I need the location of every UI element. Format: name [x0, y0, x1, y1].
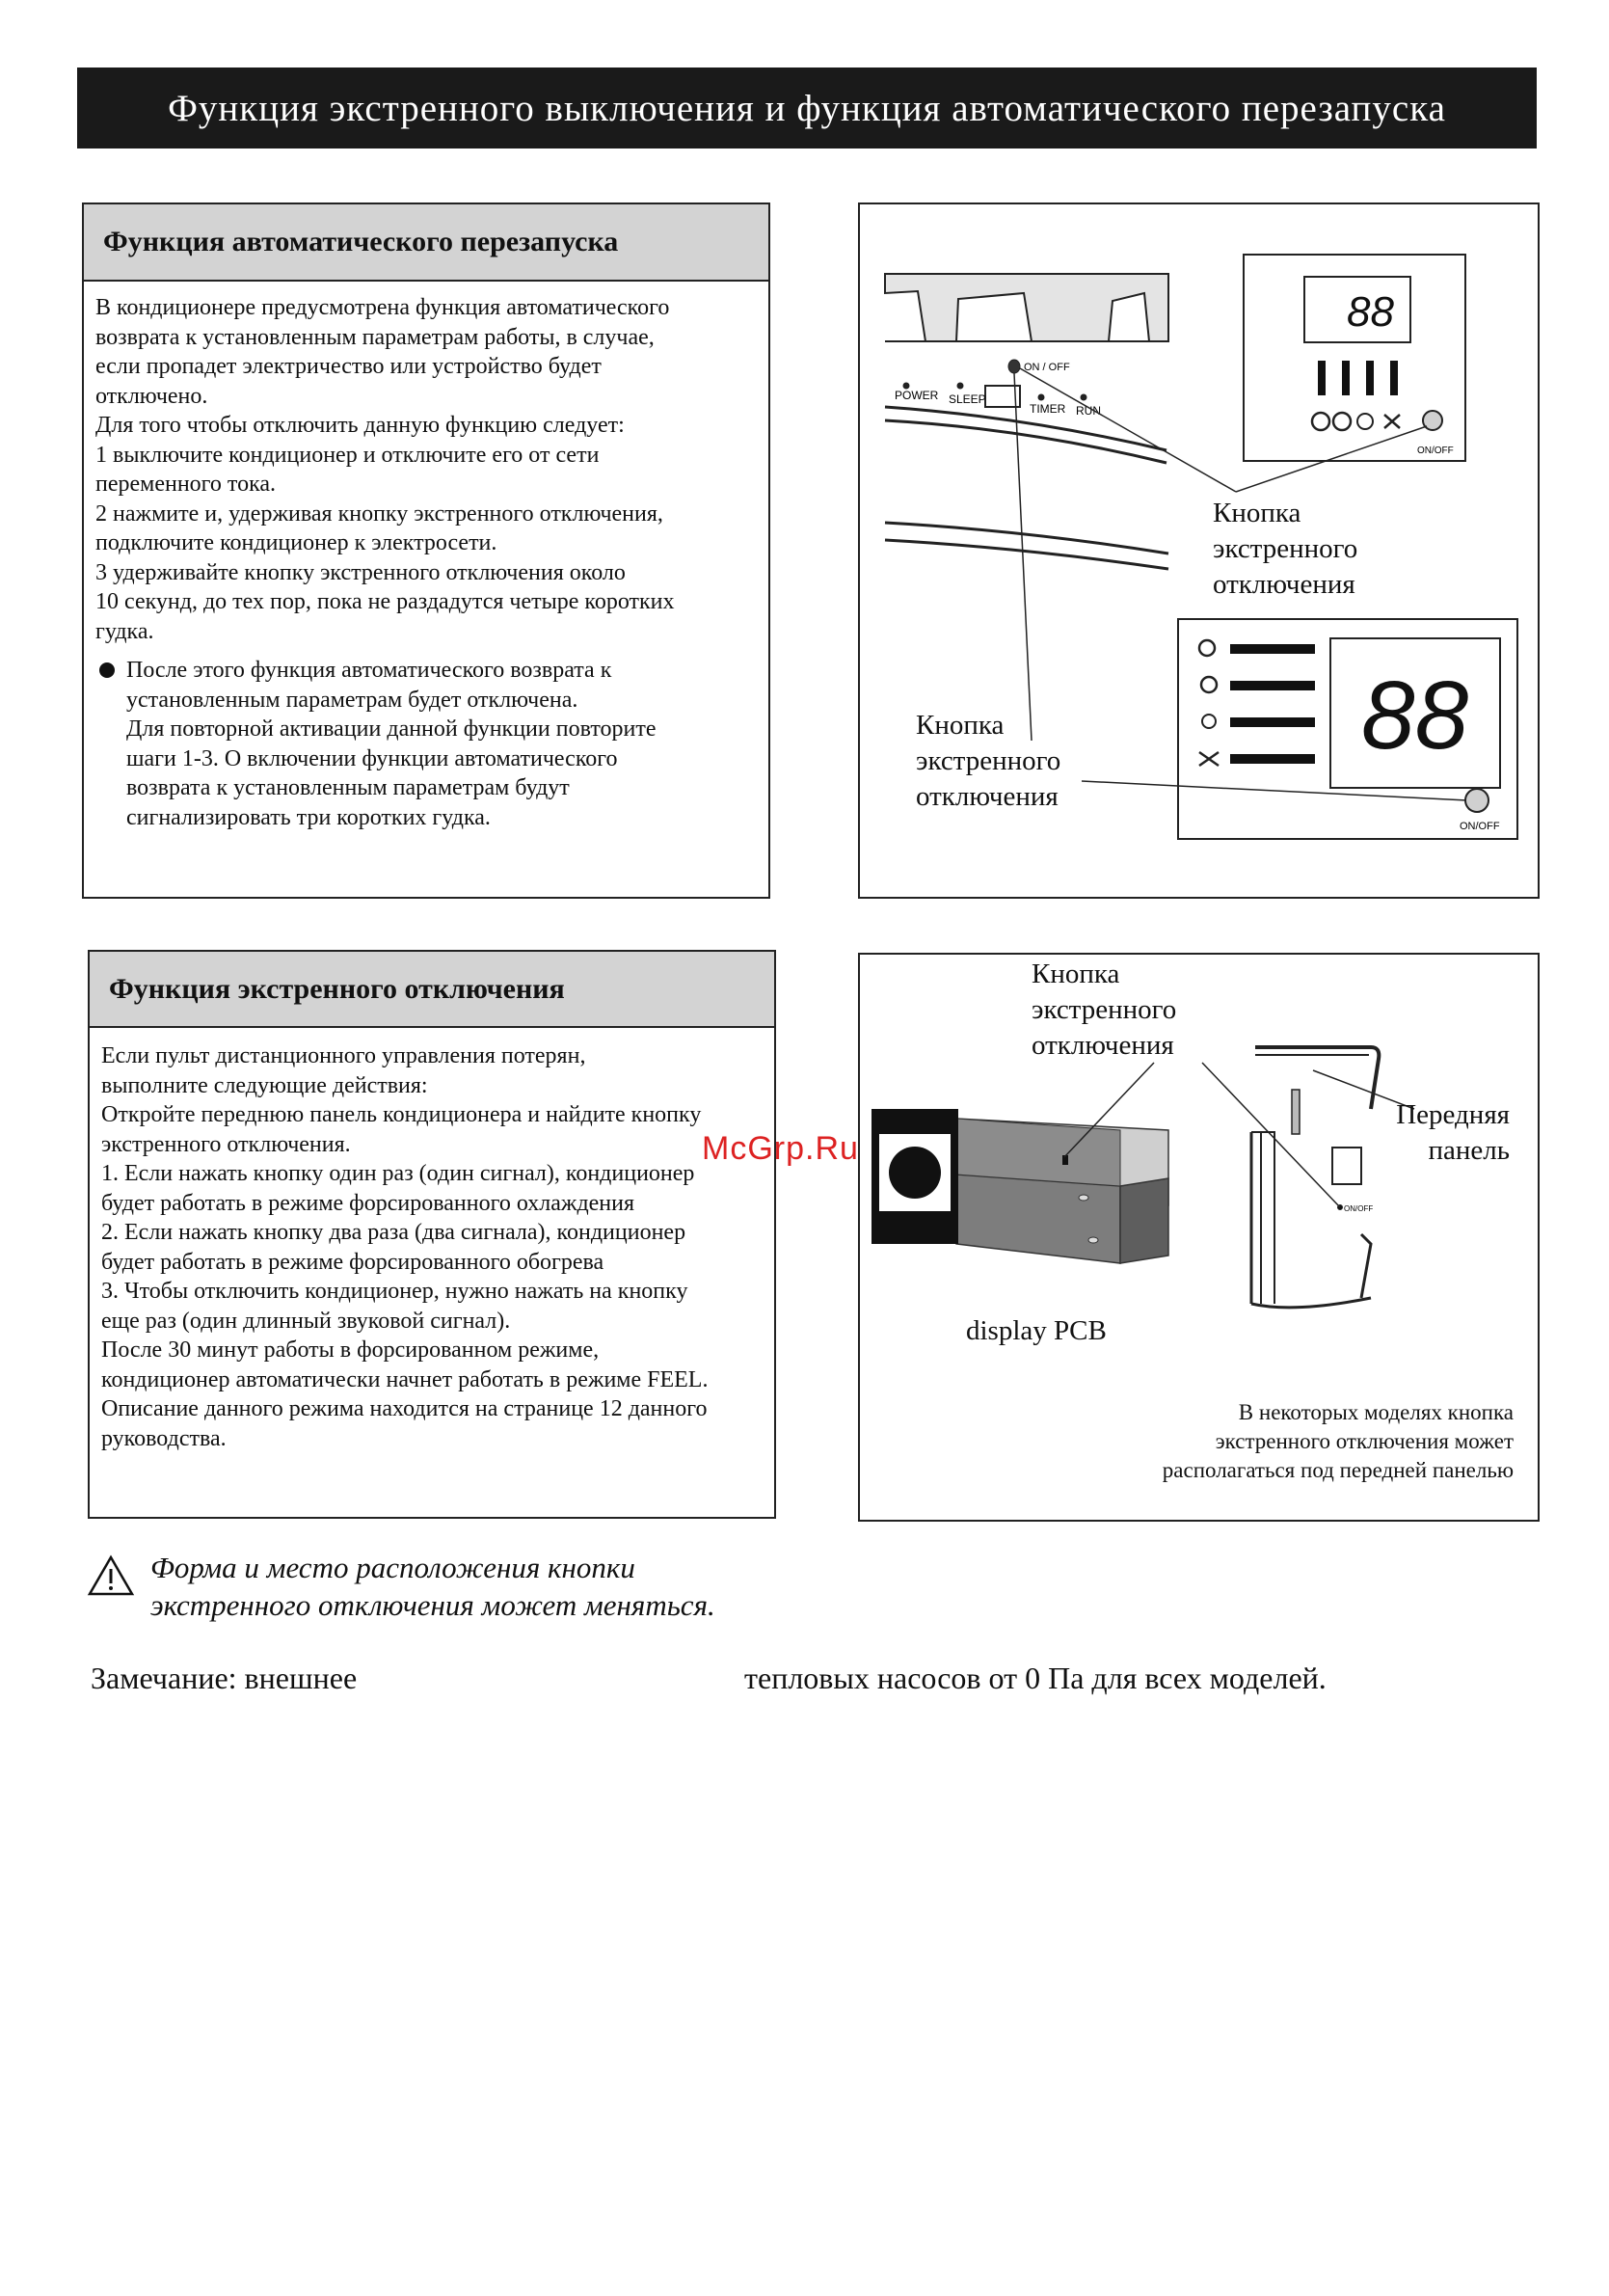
figure-2-note: В некоторых моделях кнопка экстренного отключения может располагаться под передней панелью [1162, 1400, 1514, 1482]
emergency-off-body [90, 1028, 774, 1453]
page-title: Функция экстренного выключения и функция автоматического перезапуска [168, 87, 1446, 129]
callout-emergency-button-3: Кнопка экстренного отключения [1032, 959, 1177, 1061]
emergency-off-heading: Функция экстренного отключения [109, 972, 565, 1005]
auto-restart-heading: Функция автоматического перезапуска [103, 226, 619, 257]
figure-2-box [858, 953, 1540, 1522]
emergency-off-text: Если пульт дистанционного управления потерян, выполните следующие действия: Откройте переднюю панель кондиционера и найдите кнопку экстренного отключения. 1. Если нажать кнопку один раз (один сигнал), кондиционер будет работать в режиме форсированного охлаждения 2. Если нажать кнопку два раза (два сигнала), кондиционер будет работать в режиме форсированного обогрева 3. Чтобы отключить кондиционер, нужно нажать на кнопку еще раз (один длинный звуковой сигнал). После 30 минут работы в форсированном режиме, кондиционер автоматически начнет работать в режиме FEEL. Описание данного режима находится на странице 12 данного руководства. [101, 1043, 709, 1451]
sleep-label: SLEEP [949, 392, 986, 406]
callout-emergency-button-1: Кнопка экстренного отключения [1213, 498, 1358, 600]
watermark: McGrp.Ru [702, 1130, 859, 1167]
warning-text: Форма и место расположения кнопки экстренного отключения может меняться. [150, 1551, 715, 1622]
auto-restart-body [84, 282, 768, 832]
display-pcb-label: display PCB [966, 1315, 1107, 1346]
run-label: RUN [1076, 404, 1101, 418]
sleep-icon-large [1201, 677, 1217, 692]
small-display-panel [1244, 255, 1465, 461]
onoff-tiny-label: ON/OFF [1344, 1204, 1374, 1213]
bullet-icon [99, 662, 115, 678]
front-panel-label: Передняя панель [1396, 1099, 1510, 1166]
timer-label: TIMER [1030, 402, 1066, 416]
small-display-digits: 88 [1347, 288, 1394, 336]
auto-restart-heading-bar [84, 204, 768, 282]
fan-icon-large [1199, 752, 1219, 766]
warning-icon [87, 1554, 135, 1597]
emergency-off-box [88, 950, 776, 1519]
large-display-digits: 88 [1361, 662, 1469, 770]
sleep-icon [1333, 413, 1351, 430]
emergency-off-heading-bar [90, 952, 774, 1028]
figure-1-box [858, 203, 1540, 899]
indoor-unit-illustration [885, 274, 1168, 569]
auto-restart-text: В кондиционере предусмотрена функция автоматического возврата к установленным параметрам работы, в случае, если пропадет электричество или устройство будет отключено. Для того чтобы отключить данную функцию следует: 1 выключите кондиционер и отключите его от сети переменного тока. 2 нажмите и, удерживая кнопку экстренного отключения, подключите кондиционер к электросети. 3 удерживайте кнопку экстренного отключения около 10 секунд, до тех пор, пока не раздадутся четыре коротких гудка. [95, 295, 675, 644]
onoff-top-label: ON / OFF [1024, 362, 1070, 373]
callout-emergency-button-2: Кнопка экстренного отключения [916, 710, 1061, 812]
auto-restart-box [82, 203, 770, 899]
note-left: Замечание: внешнее [91, 1661, 358, 1695]
front-panel-illustration [1251, 1047, 1379, 1308]
auto-restart-bullet-text: После этого функция автоматического возврата к установленным параметрам будет отключена. Для повторной активации данной функции повторите шаги 1-3. О включении функции автоматического возврата к установленным параметрам будут сигнализировать три коротких гудка. [126, 658, 657, 830]
power-label: POWER [895, 389, 939, 402]
note-right: тепловых насосов от 0 Па для всех моделей. [744, 1661, 1327, 1695]
power-icon-large [1199, 640, 1215, 656]
page-title-banner [77, 68, 1537, 149]
onoff-small-label: ON/OFF [1417, 446, 1454, 456]
onoff-button-large [1465, 789, 1488, 812]
fan-icon [1384, 415, 1400, 428]
auto-restart-bullet [95, 656, 757, 832]
power-icon [1312, 413, 1329, 430]
timer-icon-large [1202, 715, 1216, 728]
display-pcb-illustration [872, 1109, 1168, 1263]
onoff-bottom-label: ON/OFF [1460, 821, 1500, 832]
timer-icon [1357, 414, 1373, 429]
